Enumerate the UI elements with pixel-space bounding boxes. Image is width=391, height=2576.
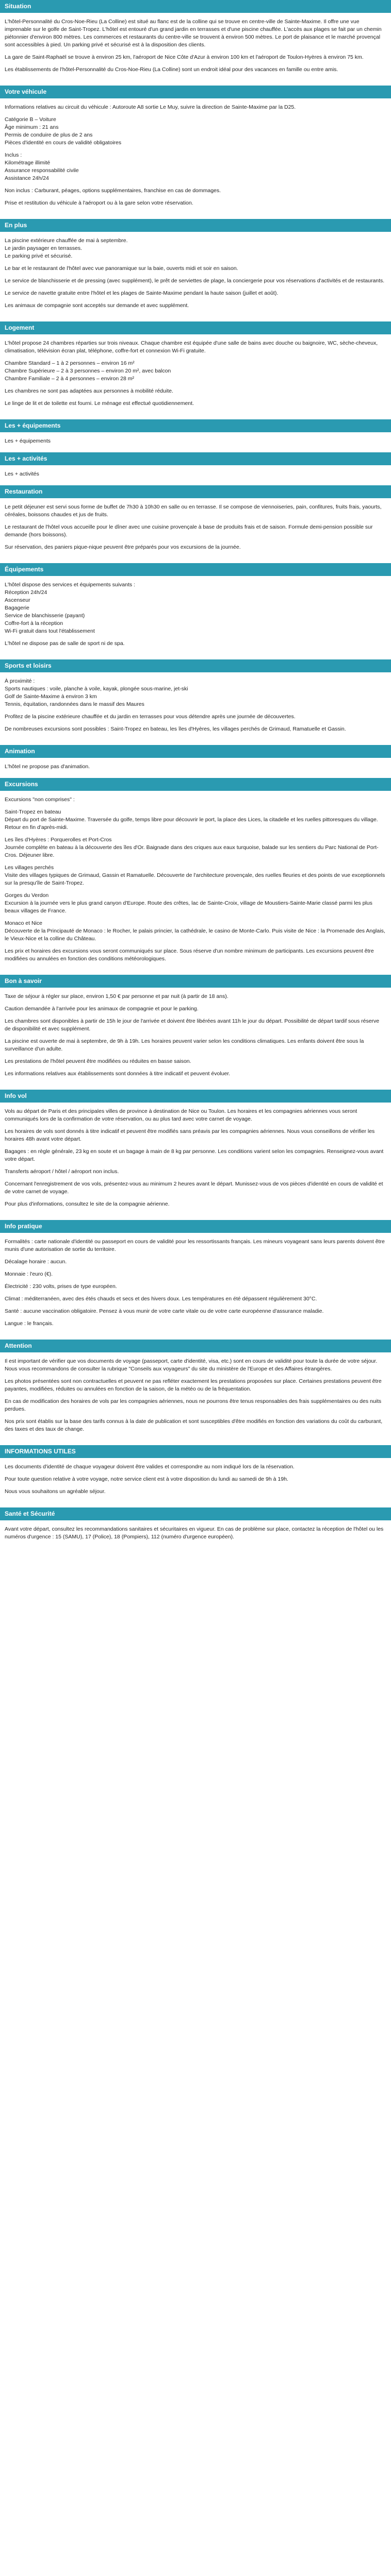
- section-body: [0, 1458, 391, 1507]
- paragraph: Les prix et horaires des excursions vous seront communiqués sur place. Sous réserve d'un nombre minimum de participants. Les excursions peuvent être modifiées ou annulées en fonction des conditions météorologiques.: [5, 948, 374, 962]
- paragraph: Inclus : Kilométrage illimité Assurance responsabilité civile Assistance 24h/24: [5, 152, 79, 181]
- paragraph: Les photos présentées sont non contractuelles et peuvent ne pas refléter exactement les prestations proposées sur place. Certaines prestations peuvent être payantes, modifiées, réduites ou annulées en fonction de la saison, de la météo ou de la fréquentation.: [5, 1378, 382, 1392]
- section-les-activites: [0, 452, 391, 485]
- paragraph: La piscine est ouverte de mai à septembre, de 9h à 19h. Les horaires peuvent varier selon les conditions climatiques. Les enfants doivent être sous la surveillance d'un adulte.: [5, 1038, 364, 1052]
- paragraph: Le restaurant de l'hôtel vous accueille pour le dîner avec une cuisine provençale à base de produits frais et de saison. Formule demi-pension possible sur demande (hors boissons).: [5, 524, 373, 538]
- paragraph: L'hôtel-Personnalité du Cros-Noe-Rieu (La Colline) est situé au flanc est de la colline qui se trouve en centre-ville de Sainte-Maxime. Il offre une vue imprenable sur le golfe de Saint-Tropez. L'hôtel est entouré d'un grand jardin en terrasses et d'une piscine chauffée. L'accès aux plages se fait par un chemin piétonnier d'environ 800 mètres. Les commerces et restaurants du centre-ville se trouvent à environ 500 mètres. Le port de plaisance et le marché provençal sont accessibles à pied. Un parking privé et sécurisé est à la disposition des clients.: [5, 19, 382, 48]
- paragraph: Les animaux de compagnie sont acceptés sur demande et avec supplément.: [5, 302, 189, 309]
- paragraph: Concernant l'enregistrement de vos vols, présentez-vous au minimum 2 heures avant le départ. Munissez-vous de vos pièces d'identité en cours de validité et de votre carnet de voyage.: [5, 1181, 383, 1195]
- section-body: [0, 465, 391, 485]
- section-info-pratique: [0, 1220, 391, 1340]
- paragraph: Les horaires de vols sont donnés à titre indicatif et peuvent être modifiés sans préavis par les compagnies aériennes. Nous vous conseillons de vérifier les horaires 48h avant votre départ.: [5, 1128, 375, 1142]
- paragraph: L'hôtel ne propose pas d'animation.: [5, 764, 90, 770]
- paragraph: Profitez de la piscine extérieure chauffée et du jardin en terrasses pour vous détendre après une journée de découvertes.: [5, 714, 296, 720]
- paragraph: Formalités : carte nationale d'identité ou passeport en cours de validité pour les ressortissants français. Les mineurs voyageant sans leurs parents doivent être munis d'une autorisation de sortie du territoire.: [5, 1239, 385, 1252]
- paragraph: Les chambres ne sont pas adaptées aux personnes à mobilité réduite.: [5, 388, 173, 394]
- section-animation: [0, 745, 391, 778]
- paragraph: Taxe de séjour à régler sur place, environ 1,50 € par personne et par nuit (à partir de 18 ans).: [5, 993, 229, 999]
- section-bon-a-savoir: [0, 975, 391, 1090]
- section-body: [0, 1233, 391, 1340]
- section-title: Santé et Sécurité: [0, 1507, 391, 1520]
- paragraph: Climat : méditerranéen, avec des étés chauds et secs et des hivers doux. Les températures en été dépassent régulièrement 30°C.: [5, 1296, 317, 1302]
- section-title: Les + équipements: [0, 419, 391, 432]
- section-body: [0, 1103, 391, 1220]
- paragraph: Bagages : en règle générale, 23 kg en soute et un bagage à main de 8 kg par personne. Les conditions varient selon les compagnies. Renseignez-vous avant votre départ.: [5, 1148, 384, 1162]
- paragraph: Les prestations de l'hôtel peuvent être modifiées ou réduites en basse saison.: [5, 1058, 191, 1064]
- section-info-vol: [0, 1090, 391, 1220]
- section-equipements: [0, 563, 391, 659]
- section-title: Info vol: [0, 1090, 391, 1103]
- paragraph: L'hôtel ne dispose pas de salle de sport ni de spa.: [5, 640, 125, 647]
- section-body: [0, 232, 391, 321]
- paragraph: Le bar et le restaurant de l'hôtel avec vue panoramique sur la baie, ouverts midi et soir en saison.: [5, 265, 238, 272]
- paragraph: Les + équipements: [5, 438, 51, 444]
- section-body: [0, 988, 391, 1090]
- paragraph: Les + activités: [5, 471, 39, 477]
- section-title: Bon à savoir: [0, 975, 391, 988]
- section-sante-securite: [0, 1507, 391, 1553]
- section-en-plus: [0, 219, 391, 321]
- section-body: [0, 791, 391, 975]
- paragraph: Pour plus d'informations, consultez le site de la compagnie aérienne.: [5, 1201, 170, 1207]
- section-body: [0, 498, 391, 563]
- paragraph: Il est important de vérifier que vos documents de voyage (passeport, carte d'identité, visa, etc.) sont en cours de validité pour toute la durée de votre séjour. Nous vous recommandons de consulter la rubrique "Conseils aux voyageurs" du site du ministère de l'Europe et des Affaires étrangères.: [5, 1358, 378, 1372]
- section-body: [0, 334, 391, 419]
- paragraph: Caution demandée à l'arrivée pour les animaux de compagnie et pour le parking.: [5, 1006, 199, 1012]
- paragraph: Les villages perchés Visite des villages typiques de Grimaud, Gassin et Ramatuelle. Découverte de l'architecture provençale, des ruelles fleuries et des points de vue exceptionnels sur la presqu'île de Saint-Tropez.: [5, 865, 385, 886]
- paragraph: Les documents d'identité de chaque voyageur doivent être valides et correspondre au nom indiqué lors de la réservation.: [5, 1464, 295, 1470]
- paragraph: La gare de Saint-Raphaël se trouve à environ 25 km, l'aéroport de Nice Côte d'Azur à environ 100 km et l'aéroport de Toulon-Hyères à environ 75 km.: [5, 54, 364, 60]
- section-title: Les + activités: [0, 452, 391, 465]
- section-title: Info pratique: [0, 1220, 391, 1233]
- paragraph: Les établissements de l'hôtel-Personnalité du Cros-Noe-Rieu (La Colline) sont un endroit idéal pour des vacances en famille ou entre amis.: [5, 66, 338, 73]
- section-informations-utiles: [0, 1445, 391, 1507]
- paragraph: Transferts aéroport / hôtel / aéroport non inclus.: [5, 1168, 119, 1175]
- section-restauration: [0, 485, 391, 563]
- paragraph: Électricité : 230 volts, prises de type européen.: [5, 1283, 117, 1290]
- section-body: [0, 432, 391, 452]
- section-title: Sports et loisirs: [0, 659, 391, 672]
- section-title: En plus: [0, 219, 391, 232]
- section-situation: [0, 0, 391, 86]
- paragraph: Gorges du Verdon Excursion à la journée vers le plus grand canyon d'Europe. Route des crêtes, lac de Sainte-Croix, village de Moustiers-Sainte-Marie classé parmi les plus beaux villages de France.: [5, 892, 372, 914]
- paragraph: Monnaie : l'euro (€).: [5, 1271, 53, 1277]
- paragraph: À proximité : Sports nautiques : voile, planche à voile, kayak, plongée sous-marine, jet-ski Golf de Sainte-Maxime à environ 3 km Tennis, équitation, randonnées dans le massif des Maures: [5, 678, 188, 707]
- section-title: Restauration: [0, 485, 391, 498]
- section-body: [0, 758, 391, 778]
- paragraph: Pour toute question relative à votre voyage, notre service client est à votre disposition du lundi au samedi de 9h à 19h.: [5, 1476, 288, 1482]
- section-title: Excursions: [0, 778, 391, 791]
- section-sports-loisirs: [0, 659, 391, 745]
- paragraph: Nos prix sont établis sur la base des tarifs connus à la date de publication et sont susceptibles d'être modifiés en fonction des variations du coût du carburant, des taxes et des taux de change.: [5, 1418, 383, 1432]
- paragraph: Le service de blanchisserie et de pressing (avec supplément), le prêt de serviettes de plage, la conciergerie pour vos réservations d'activités et de restaurants.: [5, 278, 385, 284]
- section-title: Équipements: [0, 563, 391, 576]
- paragraph: Le service de navette gratuite entre l'hôtel et les plages de Sainte-Maxime pendant la haute saison (juillet et août).: [5, 290, 279, 296]
- paragraph: Avant votre départ, consultez les recommandations sanitaires et sécuritaires en vigueur. En cas de problème sur place, contactez la réception de l'hôtel ou les numéros d'urgence : 15 (SAMU), 17 (Police), 18 (Pompiers), 112 (numéro d'urgence européen).: [5, 1526, 384, 1540]
- section-title: Attention: [0, 1340, 391, 1352]
- paragraph: Les informations relatives aux établissements sont données à titre indicatif et peuvent évoluer.: [5, 1071, 231, 1077]
- section-body: [0, 576, 391, 659]
- section-votre-vehicule: [0, 86, 391, 219]
- section-body: [0, 13, 391, 86]
- paragraph: Informations relatives au circuit du véhicule : Autoroute A8 sortie Le Muy, suivre la direction de Sainte-Maxime par la D25.: [5, 104, 296, 110]
- section-title: Animation: [0, 745, 391, 758]
- section-title: Situation: [0, 0, 391, 13]
- paragraph: Non inclus : Carburant, péages, options supplémentaires, franchise en cas de dommages.: [5, 188, 221, 194]
- paragraph: Santé : aucune vaccination obligatoire. Pensez à vous munir de votre carte vitale ou de votre carte européenne d'assurance maladie.: [5, 1308, 324, 1314]
- paragraph: Les chambres sont disponibles à partir de 15h le jour de l'arrivée et doivent être libérées avant 11h le jour du départ. Possibilité de départ tardif sous réserve de disponibilité et avec supplément.: [5, 1018, 380, 1032]
- paragraph: Langue : le français.: [5, 1320, 54, 1327]
- paragraph: De nombreuses excursions sont possibles : Saint-Tropez en bateau, les îles d'Hyères, les villages perchés de Grimaud, Ramatuelle et Gassin.: [5, 726, 346, 732]
- paragraph: Saint-Tropez en bateau Départ du port de Sainte-Maxime. Traversée du golfe, temps libre pour découvrir le port, la place des Lices, la citadelle et les ruelles pittoresques du village. Retour en fin d'après-midi.: [5, 809, 378, 831]
- paragraph: Le linge de lit et de toilette est fourni. Le ménage est effectué quotidiennement.: [5, 400, 194, 406]
- section-title: Votre véhicule: [0, 86, 391, 98]
- paragraph: Excursions "non comprises" :: [5, 796, 75, 803]
- paragraph: Le petit déjeuner est servi sous forme de buffet de 7h30 à 10h30 en salle ou en terrasse. Il se compose de viennoiseries, pain, confitures, fruits frais, yaourts, céréales, boissons chaudes et jus de fruits.: [5, 504, 382, 518]
- paragraph: Catégorie B – Voiture Âge minimum : 21 ans Permis de conduire de plus de 2 ans Pièces d'identité en cours de validité obligatoires: [5, 116, 122, 146]
- section-attention: [0, 1340, 391, 1445]
- paragraph: Les îles d'Hyères : Porquerolles et Port-Cros Journée complète en bateau à la découverte des îles d'Or. Baignade dans des criques aux eaux turquoise, balade sur les sentiers du Parc National de Port-Cros. Déjeuner libre.: [5, 837, 379, 858]
- section-title: INFORMATIONS UTILES: [0, 1445, 391, 1458]
- section-les-equipements: [0, 419, 391, 452]
- section-body: [0, 1520, 391, 1553]
- paragraph: Chambre Standard – 1 à 2 personnes – environ 16 m² Chambre Supérieure – 2 à 3 personnes – environ 20 m², avec balcon Chambre Familiale – 2 à 4 personnes – environ 28 m²: [5, 360, 171, 382]
- section-excursions: [0, 778, 391, 975]
- paragraph: Prise et restitution du véhicule à l'aéroport ou à la gare selon votre réservation.: [5, 200, 193, 206]
- paragraph: L'hôtel dispose des services et équipements suivants : Réception 24h/24 Ascenseur Bagagerie Service de blanchisserie (payant) Coffre-fort à la réception Wi-Fi gratuit dans tout l'établissement: [5, 582, 135, 634]
- paragraph: Nous vous souhaitons un agréable séjour.: [5, 1488, 106, 1495]
- section-body: [0, 672, 391, 745]
- section-body: [0, 98, 391, 219]
- paragraph: Décalage horaire : aucun.: [5, 1259, 67, 1265]
- paragraph: Monaco et Nice Découverte de la Principauté de Monaco : le Rocher, le palais princier, la cathédrale, le casino de Monte-Carlo. Puis visite de Nice : la Promenade des Anglais, le Vieux-Nice et la colline du Château.: [5, 920, 385, 942]
- paragraph: La piscine extérieure chauffée de mai à septembre. Le jardin paysager en terrasses. Le parking privé et sécurisé.: [5, 238, 128, 259]
- section-body: [0, 1352, 391, 1445]
- paragraph: L'hôtel propose 24 chambres réparties sur trois niveaux. Chaque chambre est équipée d'une salle de bains avec douche ou baignoire, WC, sèche-cheveux, climatisation, télévision écran plat, téléphone, coffre-fort et connexion Wi-Fi gratuite.: [5, 340, 378, 354]
- paragraph: Sur réservation, des paniers pique-nique peuvent être préparés pour vos excursions de la journée.: [5, 544, 241, 550]
- paragraph: Vols au départ de Paris et des principales villes de province à destination de Nice ou Toulon. Les horaires et les compagnies aériennes vous seront communiqués lors de la confirmation de votre réservation, ou au plus tard avec votre carnet de voyage.: [5, 1108, 357, 1122]
- section-title: Logement: [0, 321, 391, 334]
- paragraph: En cas de modification des horaires de vols par les compagnies aériennes, nous ne pourrons être tenus responsables des frais supplémentaires ou des nuits perdues.: [5, 1398, 382, 1412]
- section-logement: [0, 321, 391, 419]
